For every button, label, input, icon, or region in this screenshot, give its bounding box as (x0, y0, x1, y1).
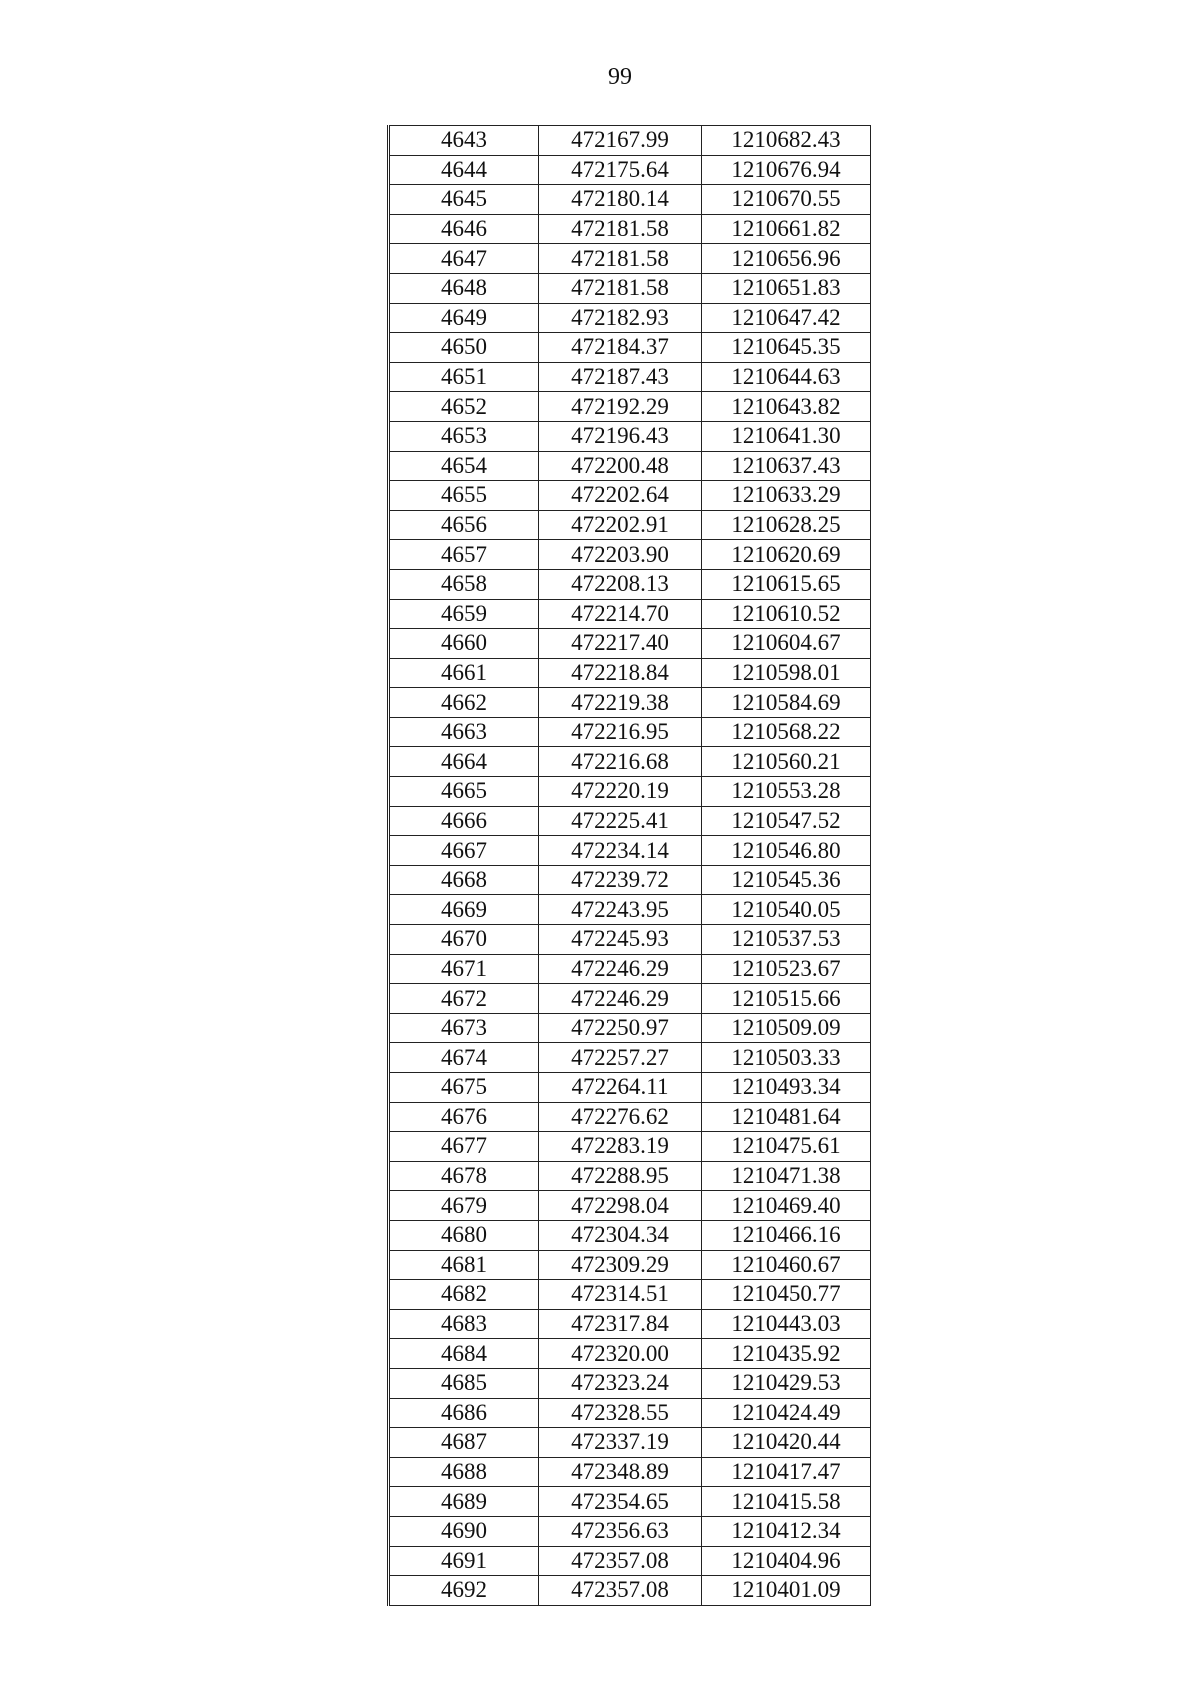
y-coordinate-cell: 1210645.35 (702, 333, 871, 363)
table-row (389, 954, 871, 984)
coordinates-table (387, 125, 871, 1606)
table-row (389, 1013, 871, 1043)
table-row (389, 303, 871, 333)
y-coordinate-cell: 1210466.16 (702, 1220, 871, 1250)
point-number-cell: 4675 (389, 1073, 539, 1103)
point-number-cell: 4648 (389, 273, 539, 303)
table-row (389, 569, 871, 599)
table-row (389, 540, 871, 570)
table-row (389, 836, 871, 866)
point-number-cell: 4667 (389, 836, 539, 866)
y-coordinate-cell: 1210620.69 (702, 540, 871, 570)
x-coordinate-cell: 472317.84 (539, 1309, 702, 1339)
table-row (389, 1339, 871, 1369)
table-row (389, 392, 871, 422)
y-coordinate-cell: 1210460.67 (702, 1250, 871, 1280)
point-number-cell: 4665 (389, 777, 539, 807)
y-coordinate-cell: 1210568.22 (702, 717, 871, 747)
point-number-cell: 4674 (389, 1043, 539, 1073)
y-coordinate-cell: 1210644.63 (702, 362, 871, 392)
point-number-cell: 4658 (389, 569, 539, 599)
x-coordinate-cell: 472246.29 (539, 984, 702, 1014)
x-coordinate-cell: 472214.70 (539, 599, 702, 629)
x-coordinate-cell: 472202.91 (539, 510, 702, 540)
point-number-cell: 4686 (389, 1398, 539, 1428)
y-coordinate-cell: 1210429.53 (702, 1368, 871, 1398)
table-row (389, 333, 871, 363)
x-coordinate-cell: 472309.29 (539, 1250, 702, 1280)
x-coordinate-cell: 472182.93 (539, 303, 702, 333)
point-number-cell: 4688 (389, 1457, 539, 1487)
y-coordinate-cell: 1210656.96 (702, 244, 871, 274)
x-coordinate-cell: 472323.24 (539, 1368, 702, 1398)
y-coordinate-cell: 1210560.21 (702, 747, 871, 777)
y-coordinate-cell: 1210661.82 (702, 214, 871, 244)
table-row (389, 1309, 871, 1339)
point-number-cell: 4683 (389, 1309, 539, 1339)
x-coordinate-cell: 472298.04 (539, 1191, 702, 1221)
point-number-cell: 4678 (389, 1161, 539, 1191)
x-coordinate-cell: 472181.58 (539, 214, 702, 244)
table-row (389, 126, 871, 156)
table-row (389, 688, 871, 718)
y-coordinate-cell: 1210471.38 (702, 1161, 871, 1191)
table-row (389, 1516, 871, 1546)
table-row (389, 273, 871, 303)
x-coordinate-cell: 472217.40 (539, 629, 702, 659)
table-row (389, 895, 871, 925)
x-coordinate-cell: 472203.90 (539, 540, 702, 570)
x-coordinate-cell: 472184.37 (539, 333, 702, 363)
x-coordinate-cell: 472356.63 (539, 1516, 702, 1546)
y-coordinate-cell: 1210604.67 (702, 629, 871, 659)
y-coordinate-cell: 1210546.80 (702, 836, 871, 866)
x-coordinate-cell: 472225.41 (539, 806, 702, 836)
table-row (389, 806, 871, 836)
point-number-cell: 4666 (389, 806, 539, 836)
point-number-cell: 4690 (389, 1516, 539, 1546)
table-row (389, 629, 871, 659)
table-row (389, 421, 871, 451)
point-number-cell: 4657 (389, 540, 539, 570)
y-coordinate-cell: 1210435.92 (702, 1339, 871, 1369)
x-coordinate-cell: 472218.84 (539, 658, 702, 688)
table-row (389, 1398, 871, 1428)
y-coordinate-cell: 1210537.53 (702, 925, 871, 955)
point-number-cell: 4691 (389, 1546, 539, 1576)
y-coordinate-cell: 1210415.58 (702, 1487, 871, 1517)
point-number-cell: 4660 (389, 629, 539, 659)
y-coordinate-cell: 1210450.77 (702, 1280, 871, 1310)
table-row (389, 1102, 871, 1132)
table-row (389, 1043, 871, 1073)
point-number-cell: 4646 (389, 214, 539, 244)
x-coordinate-cell: 472196.43 (539, 421, 702, 451)
point-number-cell: 4671 (389, 954, 539, 984)
x-coordinate-cell: 472239.72 (539, 865, 702, 895)
table-row (389, 1250, 871, 1280)
y-coordinate-cell: 1210503.33 (702, 1043, 871, 1073)
point-number-cell: 4681 (389, 1250, 539, 1280)
point-number-cell: 4656 (389, 510, 539, 540)
point-number-cell: 4664 (389, 747, 539, 777)
point-number-cell: 4673 (389, 1013, 539, 1043)
x-coordinate-cell: 472187.43 (539, 362, 702, 392)
point-number-cell: 4672 (389, 984, 539, 1014)
x-coordinate-cell: 472208.13 (539, 569, 702, 599)
y-coordinate-cell: 1210469.40 (702, 1191, 871, 1221)
y-coordinate-cell: 1210682.43 (702, 126, 871, 156)
x-coordinate-cell: 472200.48 (539, 451, 702, 481)
y-coordinate-cell: 1210545.36 (702, 865, 871, 895)
table-row (389, 1191, 871, 1221)
table-row (389, 1280, 871, 1310)
y-coordinate-cell: 1210404.96 (702, 1546, 871, 1576)
x-coordinate-cell: 472220.19 (539, 777, 702, 807)
point-number-cell: 4663 (389, 717, 539, 747)
x-coordinate-cell: 472288.95 (539, 1161, 702, 1191)
x-coordinate-cell: 472283.19 (539, 1132, 702, 1162)
y-coordinate-cell: 1210547.52 (702, 806, 871, 836)
y-coordinate-cell: 1210633.29 (702, 481, 871, 511)
y-coordinate-cell: 1210670.55 (702, 185, 871, 215)
x-coordinate-cell: 472246.29 (539, 954, 702, 984)
point-number-cell: 4677 (389, 1132, 539, 1162)
point-number-cell: 4669 (389, 895, 539, 925)
table-row (389, 747, 871, 777)
point-number-cell: 4652 (389, 392, 539, 422)
coordinates-table-body (389, 126, 871, 1606)
y-coordinate-cell: 1210553.28 (702, 777, 871, 807)
x-coordinate-cell: 472167.99 (539, 126, 702, 156)
table-row (389, 185, 871, 215)
y-coordinate-cell: 1210610.52 (702, 599, 871, 629)
y-coordinate-cell: 1210540.05 (702, 895, 871, 925)
table-row (389, 1428, 871, 1458)
table-row (389, 1368, 871, 1398)
x-coordinate-cell: 472276.62 (539, 1102, 702, 1132)
point-number-cell: 4680 (389, 1220, 539, 1250)
point-number-cell: 4668 (389, 865, 539, 895)
point-number-cell: 4644 (389, 155, 539, 185)
point-number-cell: 4650 (389, 333, 539, 363)
y-coordinate-cell: 1210401.09 (702, 1576, 871, 1606)
y-coordinate-cell: 1210641.30 (702, 421, 871, 451)
y-coordinate-cell: 1210412.34 (702, 1516, 871, 1546)
table-row (389, 925, 871, 955)
y-coordinate-cell: 1210424.49 (702, 1398, 871, 1428)
y-coordinate-cell: 1210420.44 (702, 1428, 871, 1458)
y-coordinate-cell: 1210643.82 (702, 392, 871, 422)
y-coordinate-cell: 1210598.01 (702, 658, 871, 688)
x-coordinate-cell: 472250.97 (539, 1013, 702, 1043)
x-coordinate-cell: 472216.68 (539, 747, 702, 777)
point-number-cell: 4692 (389, 1576, 539, 1606)
point-number-cell: 4670 (389, 925, 539, 955)
point-number-cell: 4654 (389, 451, 539, 481)
point-number-cell: 4689 (389, 1487, 539, 1517)
table-row (389, 362, 871, 392)
x-coordinate-cell: 472219.38 (539, 688, 702, 718)
point-number-cell: 4645 (389, 185, 539, 215)
y-coordinate-cell: 1210676.94 (702, 155, 871, 185)
table-row (389, 1546, 871, 1576)
point-number-cell: 4662 (389, 688, 539, 718)
point-number-cell: 4679 (389, 1191, 539, 1221)
x-coordinate-cell: 472192.29 (539, 392, 702, 422)
table-row (389, 244, 871, 274)
table-row (389, 1487, 871, 1517)
table-row (389, 865, 871, 895)
x-coordinate-cell: 472245.93 (539, 925, 702, 955)
x-coordinate-cell: 472320.00 (539, 1339, 702, 1369)
x-coordinate-cell: 472337.19 (539, 1428, 702, 1458)
table-row (389, 155, 871, 185)
x-coordinate-cell: 472304.34 (539, 1220, 702, 1250)
table-row (389, 1220, 871, 1250)
table-row (389, 481, 871, 511)
table-row (389, 599, 871, 629)
table-row (389, 1132, 871, 1162)
y-coordinate-cell: 1210584.69 (702, 688, 871, 718)
table-row (389, 510, 871, 540)
y-coordinate-cell: 1210481.64 (702, 1102, 871, 1132)
table-row (389, 717, 871, 747)
x-coordinate-cell: 472181.58 (539, 244, 702, 274)
y-coordinate-cell: 1210647.42 (702, 303, 871, 333)
y-coordinate-cell: 1210493.34 (702, 1073, 871, 1103)
page-number: 99 (608, 64, 632, 90)
point-number-cell: 4682 (389, 1280, 539, 1310)
table-row (389, 451, 871, 481)
table-row (389, 1073, 871, 1103)
x-coordinate-cell: 472264.11 (539, 1073, 702, 1103)
x-coordinate-cell: 472348.89 (539, 1457, 702, 1487)
point-number-cell: 4659 (389, 599, 539, 629)
table-row (389, 658, 871, 688)
y-coordinate-cell: 1210515.66 (702, 984, 871, 1014)
x-coordinate-cell: 472354.65 (539, 1487, 702, 1517)
x-coordinate-cell: 472234.14 (539, 836, 702, 866)
x-coordinate-cell: 472357.08 (539, 1546, 702, 1576)
table-row (389, 984, 871, 1014)
table-row (389, 214, 871, 244)
y-coordinate-cell: 1210637.43 (702, 451, 871, 481)
point-number-cell: 4687 (389, 1428, 539, 1458)
x-coordinate-cell: 472314.51 (539, 1280, 702, 1310)
x-coordinate-cell: 472180.14 (539, 185, 702, 215)
table-row (389, 1161, 871, 1191)
x-coordinate-cell: 472175.64 (539, 155, 702, 185)
x-coordinate-cell: 472216.95 (539, 717, 702, 747)
y-coordinate-cell: 1210651.83 (702, 273, 871, 303)
table-row (389, 777, 871, 807)
point-number-cell: 4653 (389, 421, 539, 451)
x-coordinate-cell: 472328.55 (539, 1398, 702, 1428)
y-coordinate-cell: 1210417.47 (702, 1457, 871, 1487)
point-number-cell: 4647 (389, 244, 539, 274)
x-coordinate-cell: 472357.08 (539, 1576, 702, 1606)
x-coordinate-cell: 472257.27 (539, 1043, 702, 1073)
y-coordinate-cell: 1210509.09 (702, 1013, 871, 1043)
x-coordinate-cell: 472202.64 (539, 481, 702, 511)
point-number-cell: 4684 (389, 1339, 539, 1369)
x-coordinate-cell: 472181.58 (539, 273, 702, 303)
y-coordinate-cell: 1210443.03 (702, 1309, 871, 1339)
y-coordinate-cell: 1210523.67 (702, 954, 871, 984)
y-coordinate-cell: 1210615.65 (702, 569, 871, 599)
point-number-cell: 4676 (389, 1102, 539, 1132)
y-coordinate-cell: 1210475.61 (702, 1132, 871, 1162)
y-coordinate-cell: 1210628.25 (702, 510, 871, 540)
point-number-cell: 4661 (389, 658, 539, 688)
point-number-cell: 4651 (389, 362, 539, 392)
point-number-cell: 4649 (389, 303, 539, 333)
table-row (389, 1457, 871, 1487)
point-number-cell: 4655 (389, 481, 539, 511)
x-coordinate-cell: 472243.95 (539, 895, 702, 925)
point-number-cell: 4685 (389, 1368, 539, 1398)
table-row (389, 1576, 871, 1606)
point-number-cell: 4643 (389, 126, 539, 156)
